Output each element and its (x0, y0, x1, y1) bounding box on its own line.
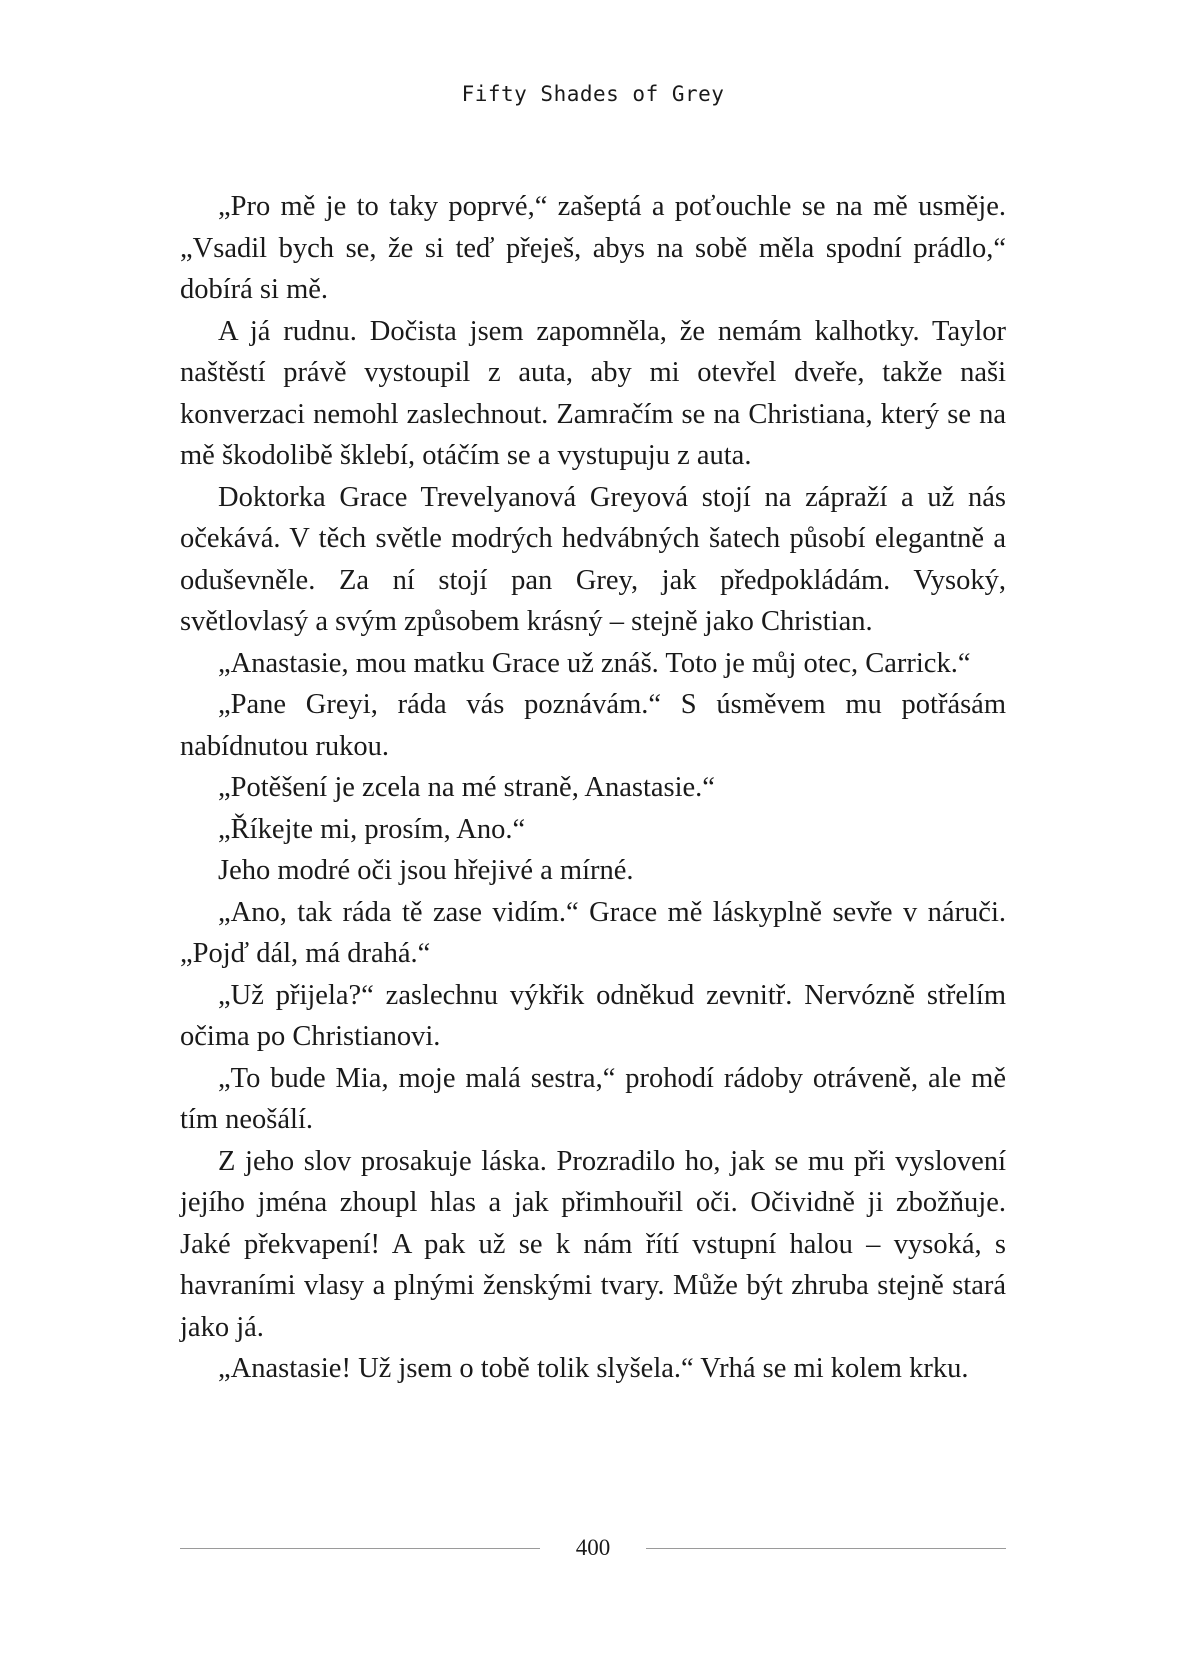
paragraph: Z jeho slov prosakuje láska. Prozradilo ho, jak se mu při vyslovení jejího jména zhoupl hlas a jak přimhouřil oči. Očividně ji zbožňuje. Jaké překvapení! A pak už se k nám řítí vstupní halou – vysoká, s havraními vlasy a plnými ženskými tvary. Může být zhruba stejně stará jako já. (180, 1145, 1006, 1343)
paragraph: Doktorka Grace Trevelyanová Greyová stojí na zápraží a už nás očekává. V těch světle modrých hedvábných šatech působí elegantně a oduševněle. Za ní stojí pan Grey, jak předpokládám. Vysoký, světlovlasý a svým způsobem krásný – stejně jako Christian. (180, 481, 1006, 637)
paragraph: „Už přijela?“ zaslechnu výkřik odněkud zevnitř. Nervózně střelím očima po Christianovi. (180, 979, 1006, 1052)
paragraph: „Ano, tak ráda tě zase vidím.“ Grace mě láskyplně sevře v náruči. „Pojď dál, má drahá.“ (180, 896, 1006, 969)
page-footer (180, 1533, 1006, 1563)
running-head-title: Fifty Shades of Grey (461, 82, 725, 106)
footer-rule-right (646, 1548, 1006, 1549)
paragraph: „Pane Greyi, ráda vás poznávám.“ S úsměvem mu potřásám nabídnutou rukou. (180, 689, 1006, 762)
paragraph: „Anastasie, mou matku Grace už znáš. Toto je můj otec, Carrick.“ (218, 647, 971, 679)
page-number: 400 (575, 1535, 611, 1560)
paragraph: „Potěšení je zcela na mé straně, Anastasie.“ (218, 772, 715, 803)
paragraph: „Pro mě je to taky poprvé,“ zašeptá a poťouchle se na mě usměje. „Vsadil bych se, že si teď přeješ, abys na sobě měla spodní prádlo,“ dobírá si mě. (180, 191, 1006, 305)
paragraph: Jeho modré oči jsou hřejivé a mírné. (218, 855, 634, 886)
paragraph: „Říkejte mi, prosím, Ano.“ (218, 813, 526, 845)
paragraph: A já rudnu. Dočista jsem zapomněla, že nemám kalhotky. Taylor naštěstí právě vystoupil z auta, aby mi otevřel dveře, takže naši konverzaci nemohl zaslechnout. Zamračím se na Christiana, který se na mě škodolibě šklebí, otáčím se a vystupuju z auta. (180, 315, 1006, 471)
paragraph: „Anastasie! Už jsem o tobě tolik slyšela.“ Vrhá se mi kolem krku. (218, 1353, 969, 1384)
paragraph: „To bude Mia, moje malá sestra,“ prohodí rádoby otráveně, ale mě tím neošálí. (180, 1062, 1006, 1135)
body-text (180, 186, 1006, 1390)
